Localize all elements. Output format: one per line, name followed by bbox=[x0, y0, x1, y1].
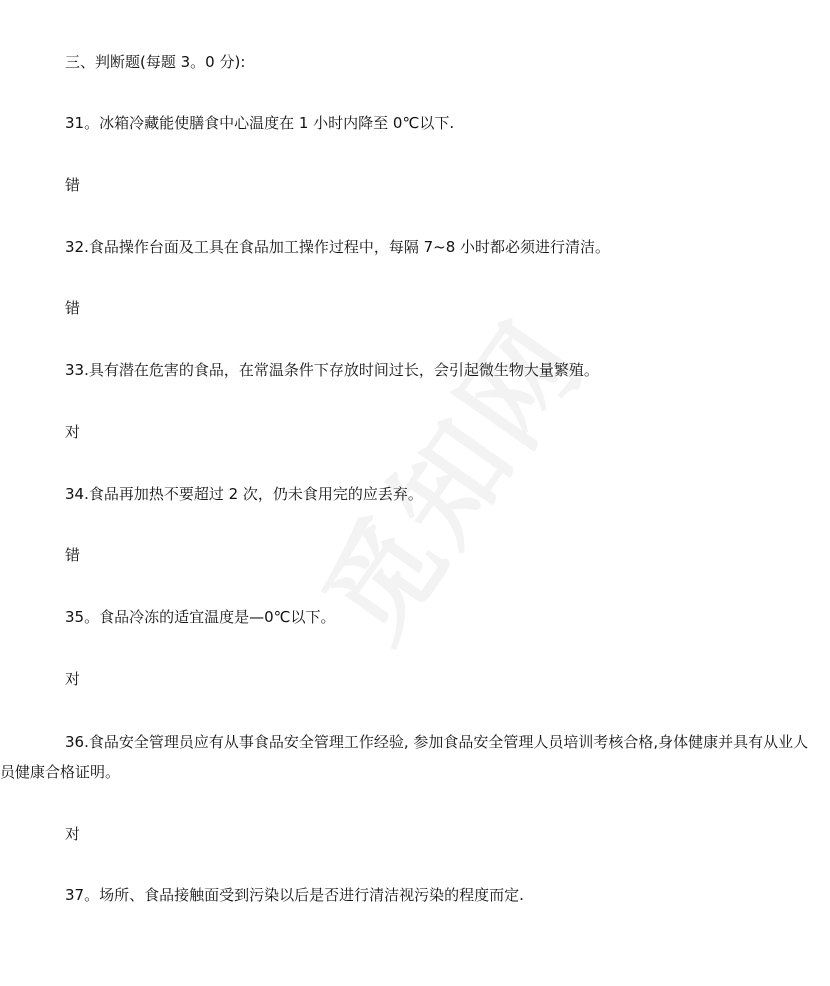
answer-32: 错 bbox=[65, 299, 81, 317]
answer-31: 错 bbox=[65, 176, 81, 194]
answer-35: 对 bbox=[65, 670, 81, 688]
answer-34: 错 bbox=[65, 546, 81, 564]
question-32: 32.食品操作台面及工具在食品加工操作过程中，每隔 7~8 小时都必须进行清洁。 bbox=[65, 238, 611, 256]
question-37: 37。场所、食品接触面受到污染以后是否进行清洁视污染的程度而定. bbox=[65, 886, 524, 904]
answer-36: 对 bbox=[65, 825, 81, 843]
answer-33: 对 bbox=[65, 423, 81, 441]
question-34: 34.食品再加热不要超过 2 次，仍未食用完的应丢弃。 bbox=[65, 485, 423, 503]
question-31: 31。冰箱冷藏能使膳食中心温度在 1 小时内降至 0℃以下. bbox=[65, 114, 455, 132]
question-35: 35。食品冷冻的适宜温度是—0℃以下。 bbox=[65, 608, 336, 626]
question-36: 36.食品安全管理员应有从事食品安全管理工作经验, 参加食品安全管理人员培训考核合格,身体健康并具有从业人员健康合格证明。 bbox=[0, 733, 809, 781]
section-title: 三、判断题(每题 3。0 分): bbox=[65, 53, 246, 71]
question-33: 33.具有潜在危害的食品，在常温条件下存放时间过长，会引起微生物大量繁殖。 bbox=[65, 361, 599, 379]
